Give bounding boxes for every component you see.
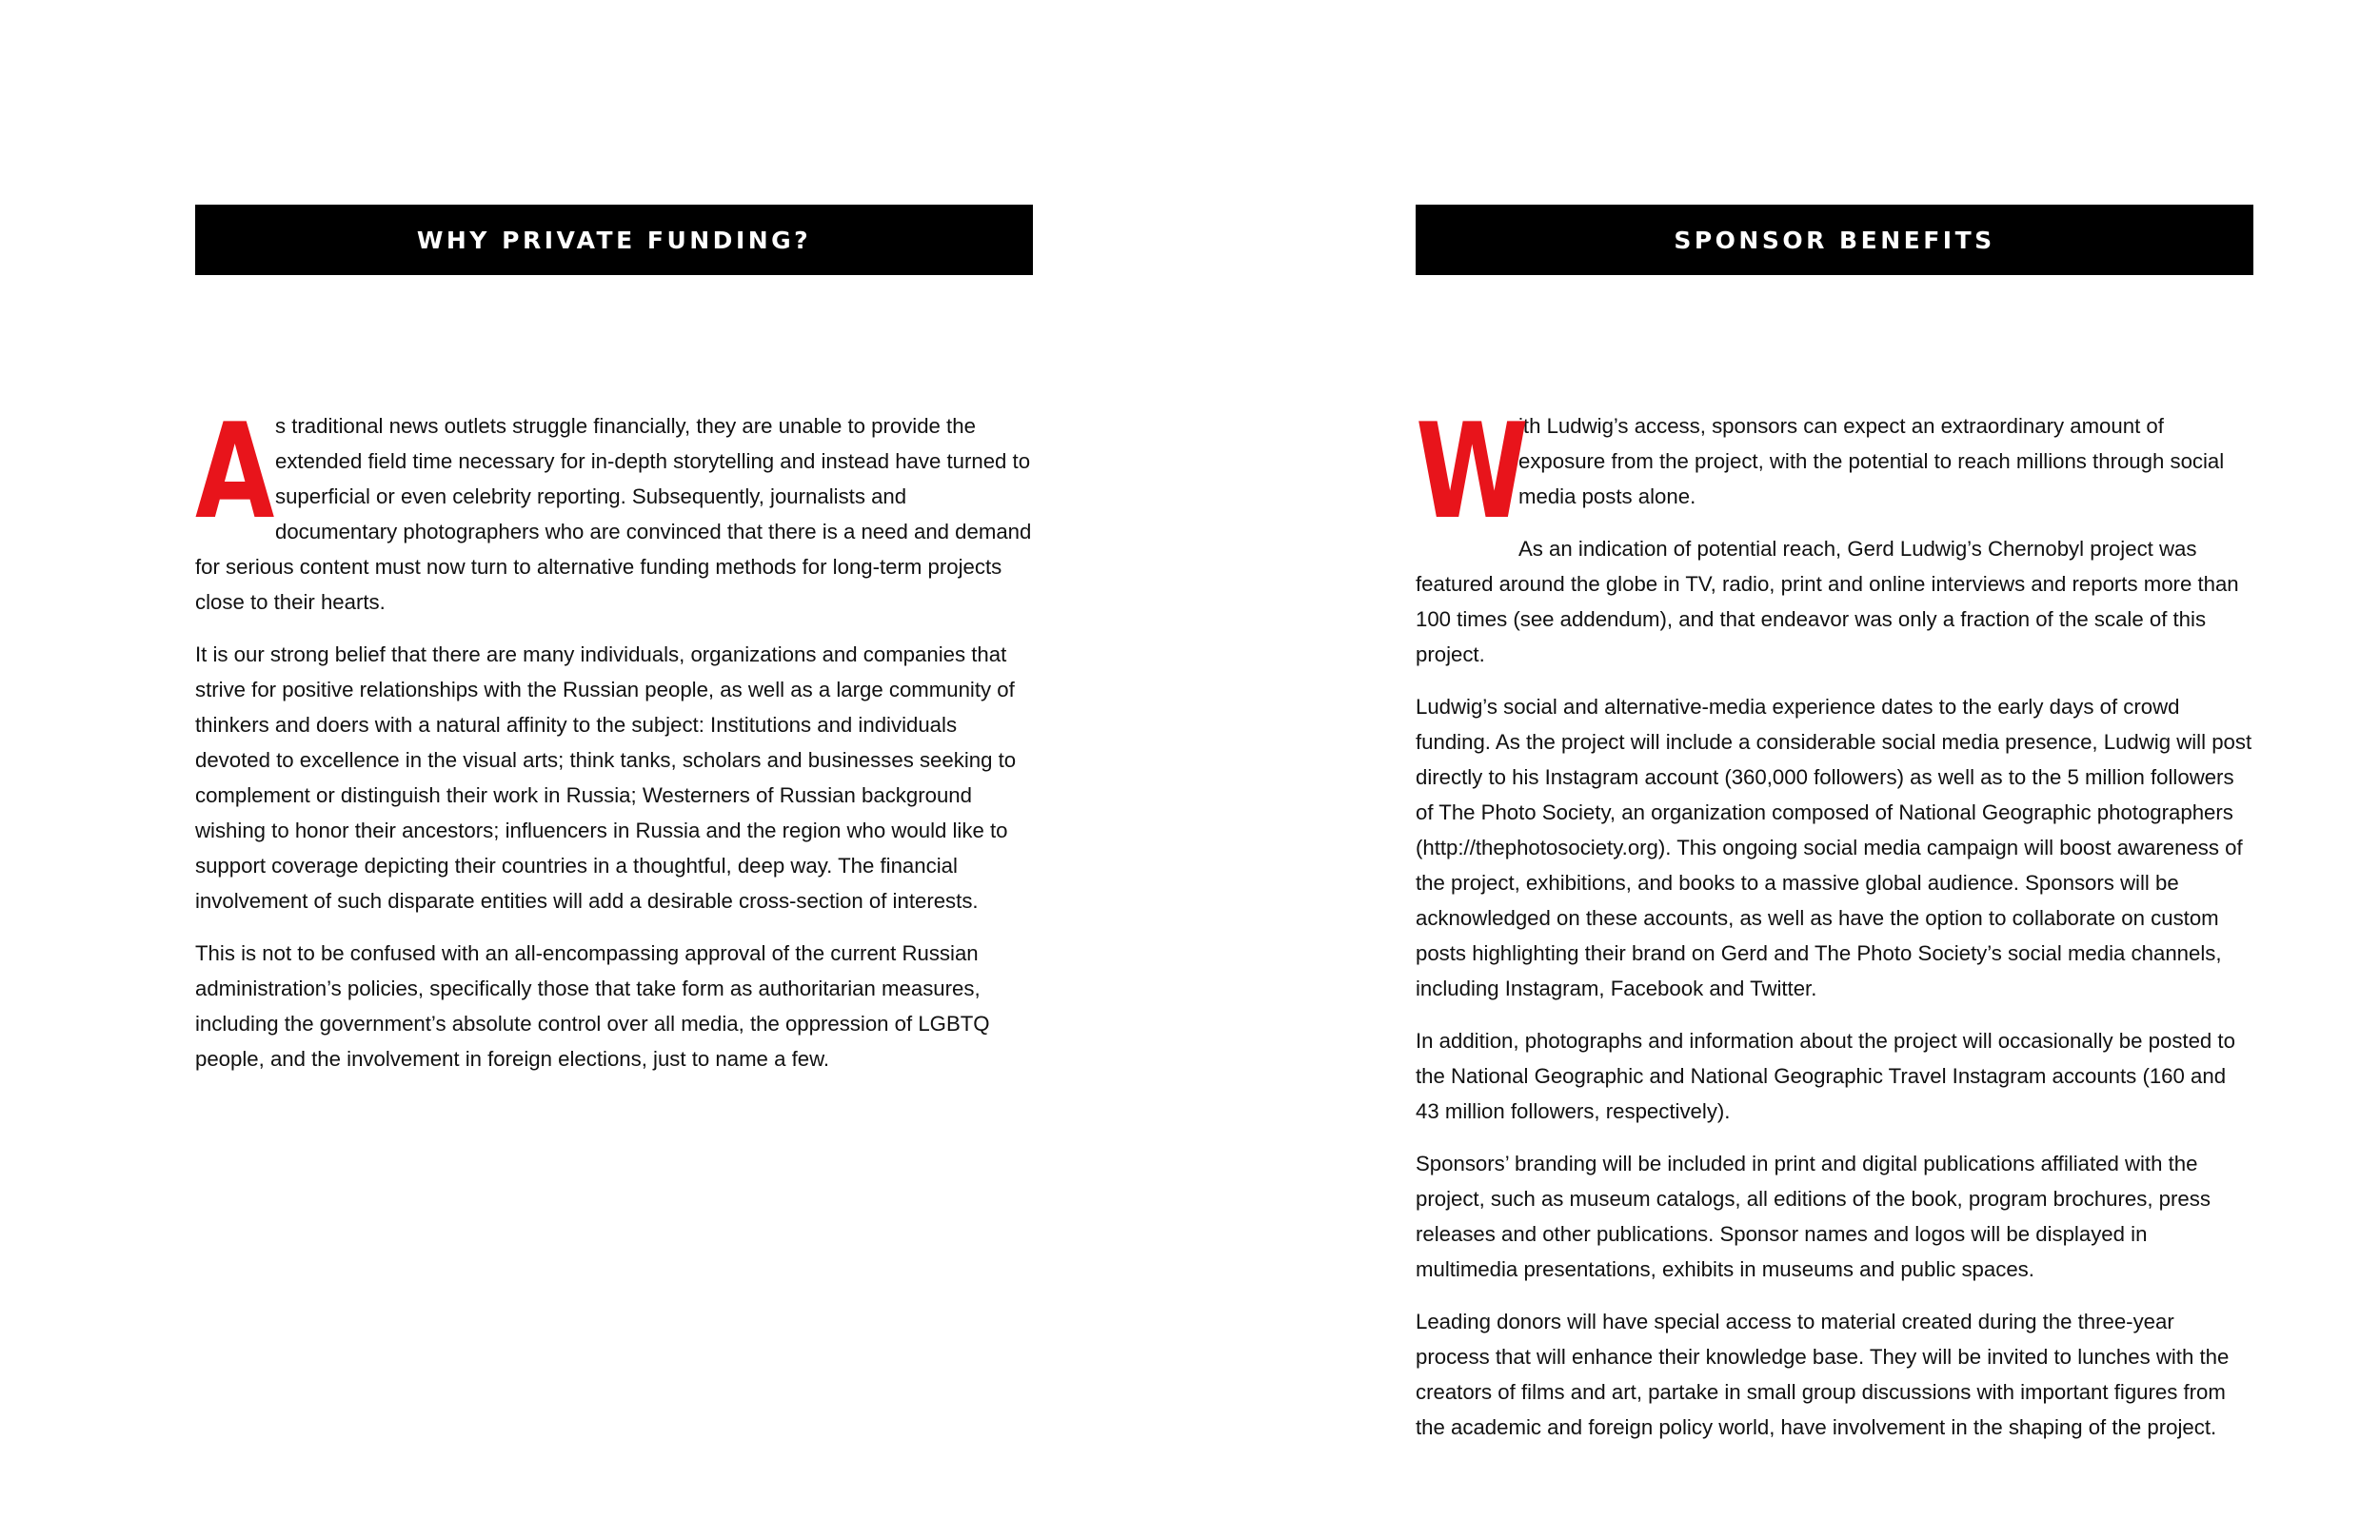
paragraph: Leading donors will have special access to material created during the three-year process that will enhance their knowledge base. They will be invited to lunches with the creators of films and art, partake in small group discussions with important figures from the academic and foreign policy world, have involvement in the shaping of the project.: [1416, 1310, 2230, 1439]
section-content: [1416, 395, 2253, 1445]
paragraph: As traditional news outlets struggle financially, they are unable to provide the extended field time necessary for in-depth storytelling and instead have turned to superficial or even celebrity reporting. Subsequently, journalists and documentary photographers who are convinced that there is a need and demand for serious content must now turn to alternative funding methods for long-term projects close to their hearts.: [195, 395, 1032, 614]
drop-cap: A: [195, 395, 275, 548]
section-heading: WHY PRIVATE FUNDING?: [416, 226, 812, 254]
paragraph: Ludwig’s social and alternative-media experience dates to the early days of crowd funding. As the project will include a considerable social media presence, Ludwig will post directly to his Instagram account (360,000 followers) as well as to the 5 million followers of The Photo Society, an organization composed of National Geographic photographers (http://thephotosociety.org). This ongoing social media campaign will boost awareness of the project, exhibitions, and books to a massive global audience. Sponsors will be acknowledged on these accounts, as well as have the option to collaborate on custom posts highlighting their brand on Gerd and The Photo Society’s social media channels, including Instagram, Facebook and Twitter.: [1416, 695, 2252, 1000]
section-header-bar: [1416, 205, 2253, 275]
left-column: [195, 205, 1033, 1094]
paragraph: It is our strong belief that there are many individuals, organizations and companies that strive for positive relationships with the Russian people, as well as a large community of thinkers and doers with a natural affinity to the subject: Institutions and individuals devoted to excellence in the visual arts; think tanks, scholars and businesses seeking to complement or distinguish their work in Russia; Westerners of Russian background wishing to honor their ancestors; influencers in Russia and the region who would like to support coverage depicting their countries in a thoughtful, deep way. The financial involvement of such disparate entities will add a desirable cross-section of interests.: [195, 642, 1017, 913]
section-heading: SPONSOR BENEFITS: [1674, 226, 1995, 254]
paragraph: In addition, photographs and information about the project will occasionally be posted to the National Geographic and National Geographic Travel Instagram accounts (160 and 43 million followers, respectively).: [1416, 1029, 2235, 1123]
section-header-bar: [195, 205, 1033, 275]
paragraph: Sponsors’ branding will be included in print and digital publications affiliated with the project, such as museum catalogs, all editions of the book, program brochures, press releases and other publications. Sponsor names and logos will be displayed in multimedia presentations, exhibits in museums and public spaces.: [1416, 1152, 2211, 1281]
paragraph: W ith Ludwig’s access, sponsors can expect an extraordinary amount of exposure from the project, with the potential to reach millions through social media posts alone.: [1416, 395, 2225, 548]
section-content: [195, 395, 1033, 1076]
drop-cap: W: [1416, 395, 1529, 548]
paragraph: As an indication of potential reach, Gerd Ludwig’s Chernobyl project was featured around the globe in TV, radio, print and online interviews and reports more than 100 times (see addendum), and that endeavor was only a fraction of the scale of this project.: [1416, 537, 2239, 666]
paragraph: This is not to be confused with an all-encompassing approval of the current Russian administration’s policies, specifically those that take form as authoritarian measures, including the government’s absolute control over all media, the oppression of LGBTQ people, and the involvement in foreign elections, just to name a few.: [195, 941, 990, 1071]
right-column: [1416, 205, 2253, 1462]
